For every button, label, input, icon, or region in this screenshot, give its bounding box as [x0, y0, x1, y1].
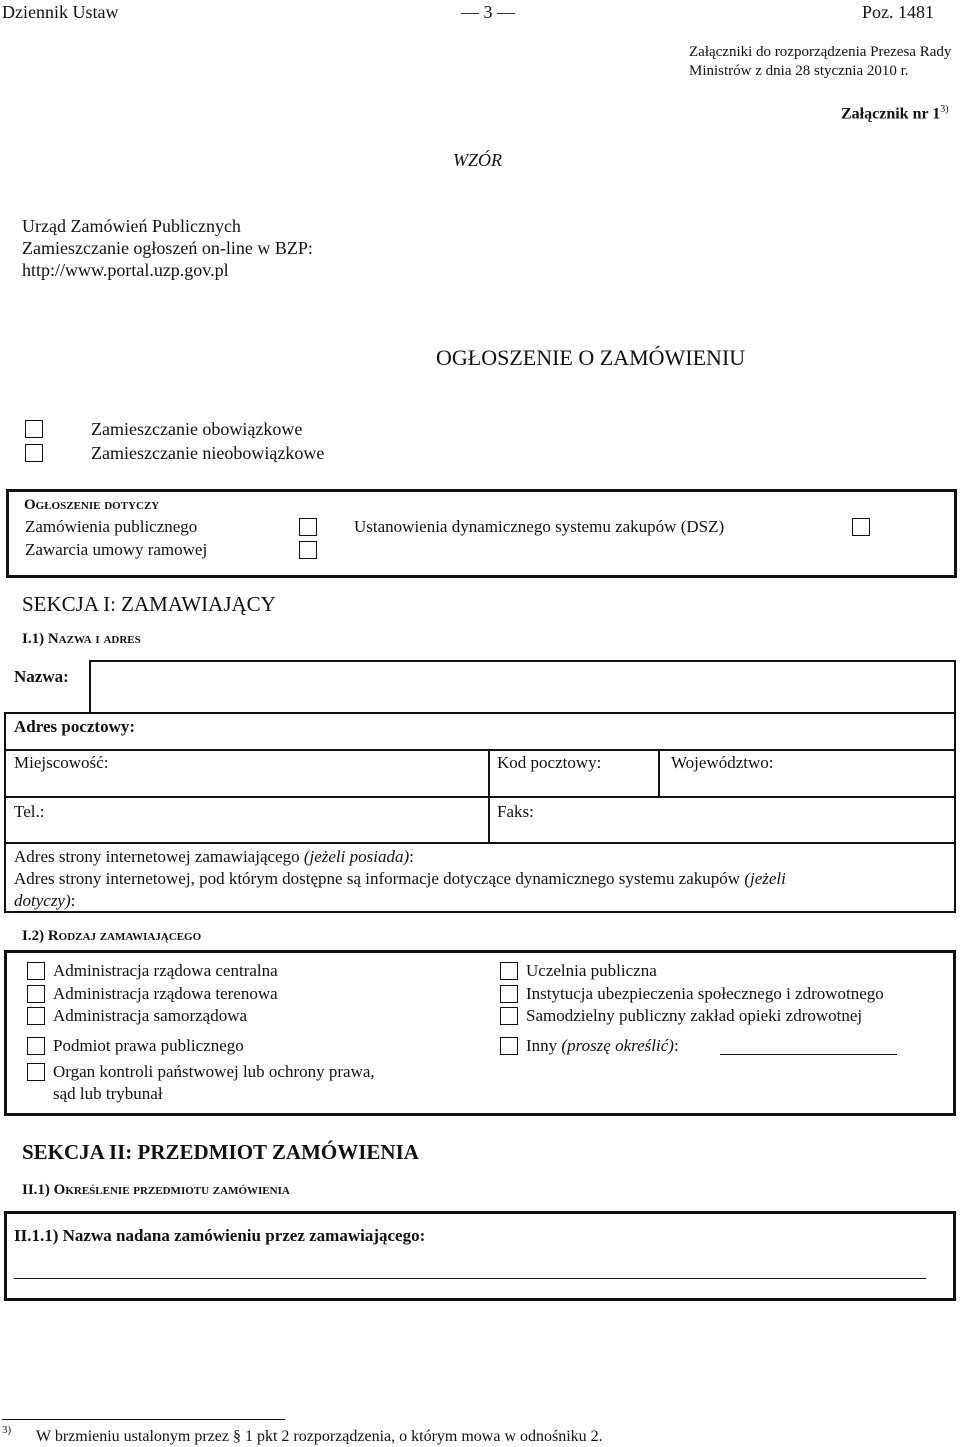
dps-checkbox[interactable]: [852, 518, 870, 536]
type-healthcare-checkbox[interactable]: [500, 1007, 518, 1025]
public-order-checkbox[interactable]: [299, 518, 317, 536]
website-row: [14, 847, 414, 867]
office-subtitle: Zamieszczanie ogłoszeń on-line w BZP:: [22, 238, 313, 258]
city-row-divider: [4, 796, 956, 798]
attachment-line-1: Załączniki do rozporządzenia Prezesa Rady: [689, 44, 952, 60]
section-1-1-number: I.1): [22, 631, 45, 647]
type-control-checkbox[interactable]: [27, 1063, 45, 1081]
order-name-input-line[interactable]: [14, 1278, 926, 1279]
office-name: Urząd Zamówień Publicznych: [22, 216, 241, 236]
website-row-bottom: [4, 911, 956, 913]
footnote-text: W brzmieniu ustalonym przez § 1 pkt 2 rozporządzenia, o którym mowa w odnośniku 2.: [36, 1428, 603, 1445]
type-social-insurance-label: Instytucja ubezpieczenia społecznego i zdrowotnego: [526, 984, 884, 1003]
type-other-note: (proszę określić): [561, 1036, 674, 1055]
section-2-title: SEKCJA II: PRZEDMIOT ZAMÓWIENIA: [22, 1140, 419, 1164]
section-1-title: SEKCJA I: ZAMAWIAJĄCY: [22, 592, 276, 616]
type-university-checkbox[interactable]: [500, 962, 518, 980]
postal-address-label: Adres pocztowy:: [14, 717, 136, 736]
mandatory-label: Zamieszczanie obowiązkowe: [91, 419, 303, 439]
page-number: — 3 —: [461, 2, 515, 22]
dps-label: Ustanowienia dynamicznego systemu zakupów (DSZ): [354, 517, 725, 536]
section-2-1-title: Określenie przedmiotu zamówienia: [53, 1182, 290, 1198]
mandatory-checkbox[interactable]: [25, 420, 43, 438]
section-2-1-number: II.1): [22, 1182, 50, 1198]
section-1-2-heading: [22, 928, 201, 945]
footnote-separator: [2, 1419, 285, 1420]
dps-website-row: [14, 869, 786, 889]
section-1-1-title: Nazwa i adres: [47, 631, 141, 647]
framework-checkbox[interactable]: [299, 541, 317, 559]
postal-row-divider: [4, 749, 956, 751]
type-healthcare-label: Samodzielny publiczny zakład opieki zdrowotnej: [526, 1006, 863, 1025]
type-control-label: Organ kontroli państwowej lub ochrony prawa,: [53, 1062, 375, 1081]
order-name-box: [4, 1211, 956, 1301]
type-regional-checkbox[interactable]: [27, 985, 45, 1003]
city-label: Miejscowość:: [14, 753, 109, 772]
attachment-line-2: Ministrów z dnia 28 stycznia 2010 r.: [689, 63, 909, 79]
type-other-checkbox[interactable]: [500, 1037, 518, 1055]
footnote-marker: 3): [2, 1424, 12, 1436]
province-label: Województwo:: [671, 753, 774, 772]
type-central-label: Administracja rządowa centralna: [53, 961, 278, 980]
name-label: Nazwa:: [14, 667, 69, 686]
optional-label: Zamieszczanie nieobowiązkowe: [91, 443, 325, 463]
position-number: Poz. 1481: [862, 2, 934, 22]
dps-website-label: Adres strony internetowej, pod którym dostępne są informacje dotyczące dynamicznego systemu zakupów: [14, 869, 741, 888]
section-1-2-number: I.2): [22, 928, 45, 944]
fax-label: Faks:: [497, 802, 534, 821]
type-regional-label: Administracja rządowa terenowa: [53, 984, 278, 1003]
type-social-insurance-checkbox[interactable]: [500, 985, 518, 1003]
type-local-label: Administracja samorządowa: [53, 1006, 248, 1025]
website-note: (jeżeli posiada): [303, 847, 410, 866]
website-label: Adres strony internetowej zamawiającego: [14, 847, 300, 866]
type-control-label-cont: sąd lub trybunał: [53, 1084, 163, 1103]
type-public-law-label: Podmiot prawa publicznego: [53, 1036, 244, 1055]
type-other-row: [526, 1036, 679, 1056]
type-local-checkbox[interactable]: [27, 1007, 45, 1025]
notice-title: OGŁOSZENIE O ZAMÓWIENIU: [436, 345, 746, 370]
name-field-left-border: [89, 661, 91, 712]
address-left-border: [4, 712, 6, 912]
order-name-label: II.1.1) Nazwa nadana zamówieniu przez zamawiającego:: [14, 1226, 426, 1245]
name-row-divider: [4, 712, 956, 714]
framework-label: Zawarcia umowy ramowej: [25, 540, 208, 559]
journal-name: Dziennik Ustaw: [2, 2, 119, 22]
type-other-input-line[interactable]: [720, 1054, 897, 1055]
section-2-1-heading: [22, 1182, 290, 1199]
type-public-law-checkbox[interactable]: [27, 1037, 45, 1055]
section-1-2-title: Rodzaj zamawiającego: [47, 928, 202, 944]
name-field-top-border: [89, 660, 956, 662]
dps-website-note-cont: dotyczy): [14, 891, 71, 910]
type-other-colon: :: [673, 1036, 679, 1055]
zip-label: Kod pocztowy:: [497, 753, 602, 772]
notice-concerns-heading: Ogłoszenie dotyczy: [24, 497, 160, 513]
optional-checkbox[interactable]: [25, 444, 43, 462]
dps-website-row-cont: [14, 891, 75, 911]
annex-footnote-ref: 3): [940, 104, 949, 115]
type-other-label: Inny: [526, 1036, 558, 1055]
type-central-checkbox[interactable]: [27, 962, 45, 980]
type-university-label: Uczelnia publiczna: [526, 961, 657, 980]
public-order-label: Zamówienia publicznego: [25, 517, 198, 536]
dps-website-colon: :: [70, 891, 76, 910]
dps-website-note: (jeżeli: [744, 869, 786, 888]
annex-label-text: Załącznik nr 1: [841, 105, 941, 123]
section-1-1-heading: [22, 631, 141, 648]
zip-province-divider: [658, 749, 660, 797]
phone-label: Tel.:: [14, 802, 45, 821]
template-label: WZÓR: [453, 150, 502, 170]
address-right-border: [954, 660, 956, 911]
annex-label: [841, 104, 949, 123]
phone-row-divider: [4, 842, 956, 844]
office-url[interactable]: http://www.portal.uzp.gov.pl: [22, 260, 229, 280]
website-colon: :: [409, 847, 414, 866]
